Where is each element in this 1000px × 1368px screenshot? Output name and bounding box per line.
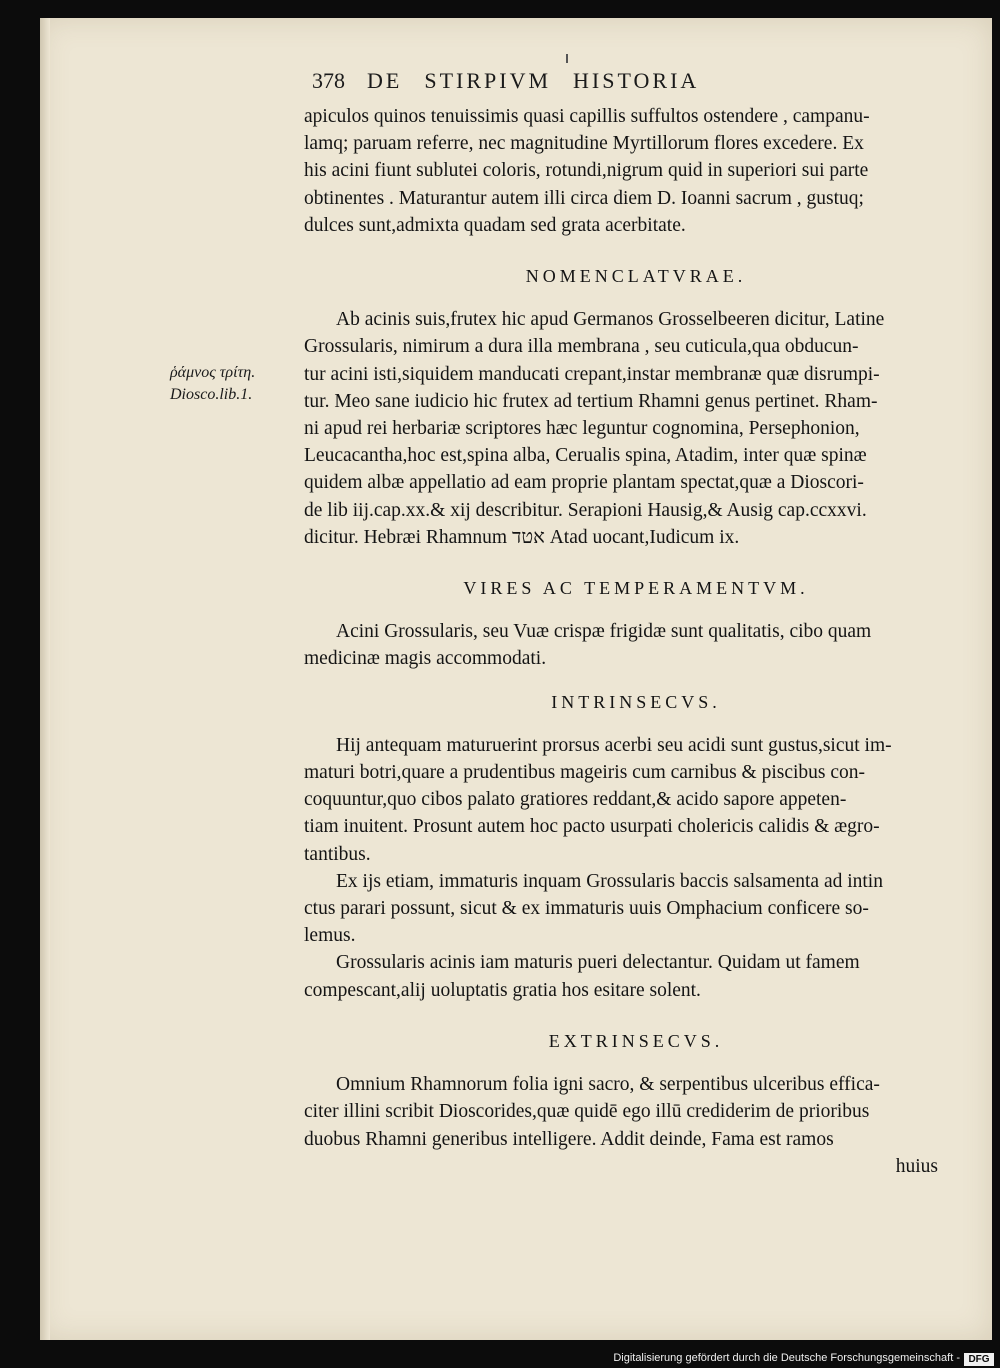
page-number: 378 xyxy=(312,68,345,93)
footer-credit: Digitalisierung gefördert durch die Deutsche Forschungsgemeinschaft - xyxy=(613,1352,960,1364)
ink-mark xyxy=(566,54,568,63)
text-line: apiculos quinos tenuissimis quasi capillis suffultos ostendere , campanu- xyxy=(304,106,870,127)
text-line: lamq; paruam referre, nec magnitudine Myrtillorum flores excedere. Ex xyxy=(304,133,864,155)
text-line: Grossularis, nimirum a dura illa membrana , seu cuticula,qua obducun- xyxy=(304,336,859,358)
text-line: obtinentes . Maturantur autem illi circa diem D. Ioanni sacrum , gustuq; xyxy=(304,187,864,209)
text-line: Acini Grossularis, seu Vuæ crispæ frigidæ sunt qualitatis, cibo quam xyxy=(336,621,872,643)
text-line: dulces sunt,admixta quadam sed grata acerbitate. xyxy=(304,214,686,236)
marginal-note-greek: ῥάμνος τρίτη. xyxy=(170,364,256,381)
text-line: compescant,alij uoluptatis gratia hos esitare solent. xyxy=(304,979,701,1001)
section-heading-nomenclaturae: NOMENCLATVRAE. xyxy=(525,266,747,287)
text-line: Grossularis acinis iam maturis pueri delectantur. Quidam ut famem xyxy=(336,952,860,974)
text-line: lemus. xyxy=(304,925,356,947)
text-line: Ex ijs etiam, immaturis inquam Grossularis baccis salsamenta ad intin xyxy=(336,870,883,892)
text-line: quidem albæ appellatio ad eam proprie plantam spectat,quæ a Dioscori- xyxy=(304,472,864,494)
marginal-note-reference: Diosco.lib.1. xyxy=(170,386,253,403)
text-line: dicitur. Hebræi Rhamnum אטד Atad uocant,Iudicum ix. xyxy=(304,526,740,548)
main-text xyxy=(304,103,968,1180)
text-line: citer illini scribit Dioscorides,quæ quidē ego illū crediderim de prioribus xyxy=(304,1101,870,1123)
text-line: Ab acinis suis,frutex hic apud Germanos Grosselbeeren dicitur, Latine xyxy=(336,309,885,331)
text-line: ni apud rei herbariæ scriptores hæc leguntur cognomina, Persephonion, xyxy=(304,418,860,440)
running-title-word: STIRPIVM xyxy=(424,68,552,93)
text-line: maturi botri,quare a prudentibus mageiris cum carnibus & piscibus con- xyxy=(304,762,866,784)
digitization-footer xyxy=(0,1352,1000,1368)
text-line: ctus parari possunt, sicut & ex immaturis uuis Omphacium conficere so- xyxy=(304,898,869,920)
text-line: tur. Meo sane iudicio hic frutex ad tertium Rhamni genus pertinet. Rham- xyxy=(304,390,878,412)
marginal-note xyxy=(170,362,255,406)
section-heading-vires: VIRES AC TEMPERAMENTVM. xyxy=(463,578,809,599)
page-gutter-shadow xyxy=(40,18,50,1340)
dfg-logo-icon: DFG xyxy=(964,1353,994,1366)
text-line: tiam inuitent. Prosunt autem hoc pacto usurpati cholericis calidis & ægro- xyxy=(304,816,880,838)
text-line: de lib iij.cap.xx.& xij describitur. Serapioni Hausig,& Ausig cap.ccxxvi. xyxy=(304,499,867,521)
section-heading-extrinsecus: EXTRINSECVS. xyxy=(548,1030,724,1051)
text-line: medicinæ magis accommodati. xyxy=(304,648,547,670)
text-line: duobus Rhamni generibus intelligere. Addit deinde, Fama est ramos xyxy=(304,1128,834,1150)
catchword: huius xyxy=(895,1155,938,1177)
text-line: tantibus. xyxy=(304,843,371,865)
text-line: Hij antequam maturuerint prorsus acerbi seu acidi sunt gustus,sicut im- xyxy=(336,734,892,756)
text-line: tur acini isti,siquidem manducati crepant,instar membranæ quæ disrumpi- xyxy=(304,363,880,385)
running-title-word: HISTORIA xyxy=(573,68,700,93)
section-heading-intrinsecus: INTRINSECVS. xyxy=(551,691,721,712)
text-line: Omnium Rhamnorum folia igni sacro, & serpentibus ulceribus effica- xyxy=(336,1074,880,1096)
text-line: Leucacantha,hoc est,spina alba, Cerualis spina, Atadim, inter quæ spinæ xyxy=(304,445,867,467)
text-line: coquuntur,quo cibos palato gratiores reddant,& acido sapore appeten- xyxy=(304,789,847,811)
running-head xyxy=(312,68,832,94)
running-title-word: DE xyxy=(367,68,403,93)
text-line: his acini fiunt sublutei coloris, rotundi,nigrum quid in superiori sui parte xyxy=(304,160,869,182)
